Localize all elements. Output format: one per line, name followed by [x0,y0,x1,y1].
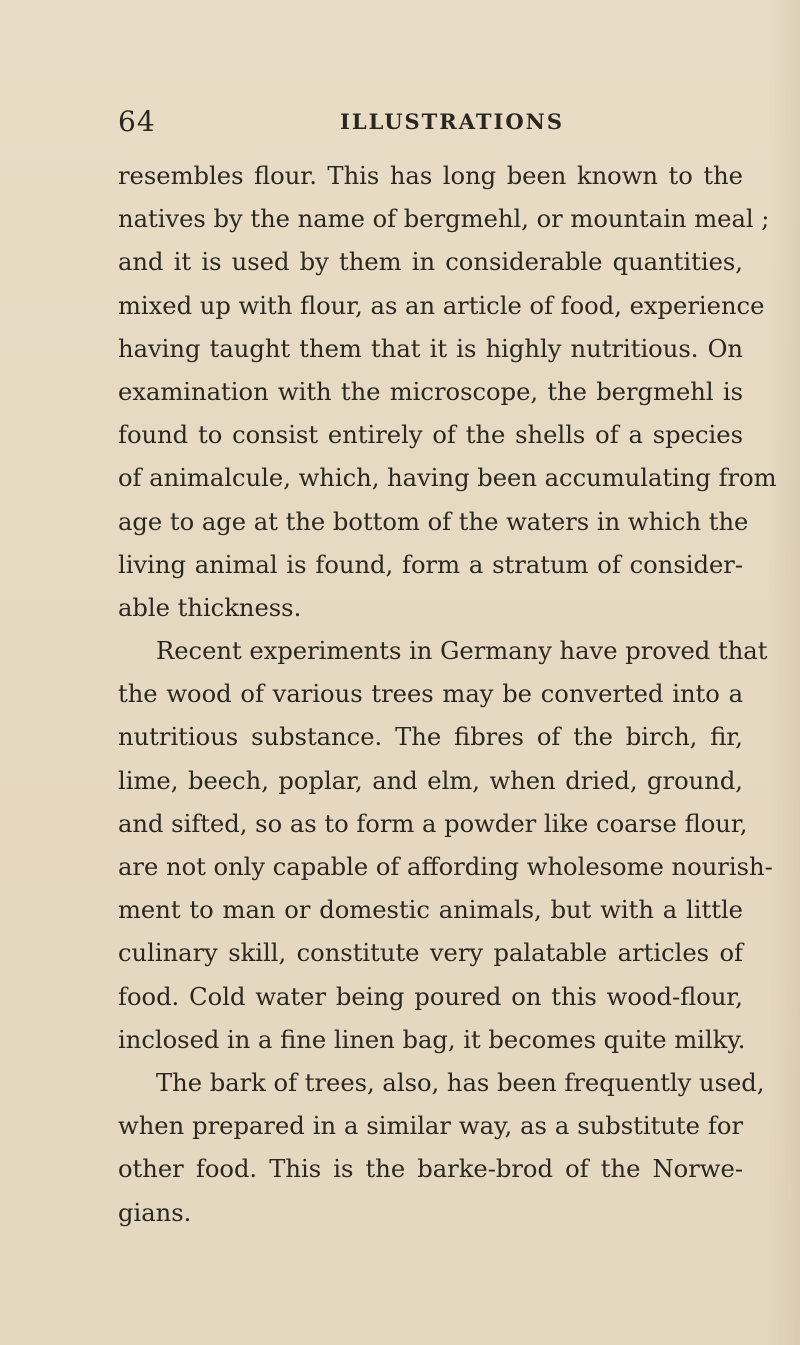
page-header [118,105,718,137]
paragraph-3 [118,1062,765,1235]
text-line: food. Cold water being poured on this wood-flour, [118,982,743,1011]
text-line: natives by the name of bergmehl, or mountain meal ; [118,205,770,234]
text-line: resembles flour. This has long been known to the [118,162,743,190]
paragraph-1 [118,155,777,630]
text-line: nutritious substance. The fibres of the birch, fir, [118,723,743,752]
text-line: age to age at the bottom of the waters in which the [118,507,749,536]
text-line: living animal is found, form a stratum of consider- [118,550,743,579]
text-line: and sifted, so as to form a powder like coarse flour, [118,809,748,838]
paragraph-2 [118,630,773,1062]
body-text [118,155,777,1235]
text-line: found to consist entirely of the shells of a species [118,421,743,450]
text-line: able thickness. [118,593,302,622]
text-line: gians. [118,1198,192,1227]
text-line: The bark of trees, also, has been frequently used, [156,1068,765,1097]
text-line: having taught them that it is highly nutritious. On [118,334,743,363]
text-line: the wood of various trees may be converted into a [118,680,743,709]
text-line: mixed up with flour, as an article of food, experience [118,291,765,320]
text-line: ment to man or domestic animals, but with a little [118,896,743,925]
text-line: other food. This is the barke-brod of the Norwe- [118,1155,743,1184]
running-head: ILLUSTRATIONS [340,109,565,134]
text-line: and it is used by them in considerable quantities, [118,248,743,277]
page-number: 64 [118,105,156,138]
text-line: Recent experiments in Germany have proved that [156,637,768,666]
text-line: inclosed in a fine linen bag, it becomes quite milky. [118,1025,746,1054]
text-line: examination with the microscope, the bergmehl is [118,377,743,406]
text-line: when prepared in a similar way, as a substitute for [118,1112,743,1141]
text-line: are not only capable of affording wholesome nourish- [118,853,773,881]
text-line: of animalcule, which, having been accumulating from [118,464,777,493]
text-line: lime, beech, poplar, and elm, when dried, ground, [118,766,743,795]
text-line: culinary skill, constitute very palatable articles of [118,939,743,968]
